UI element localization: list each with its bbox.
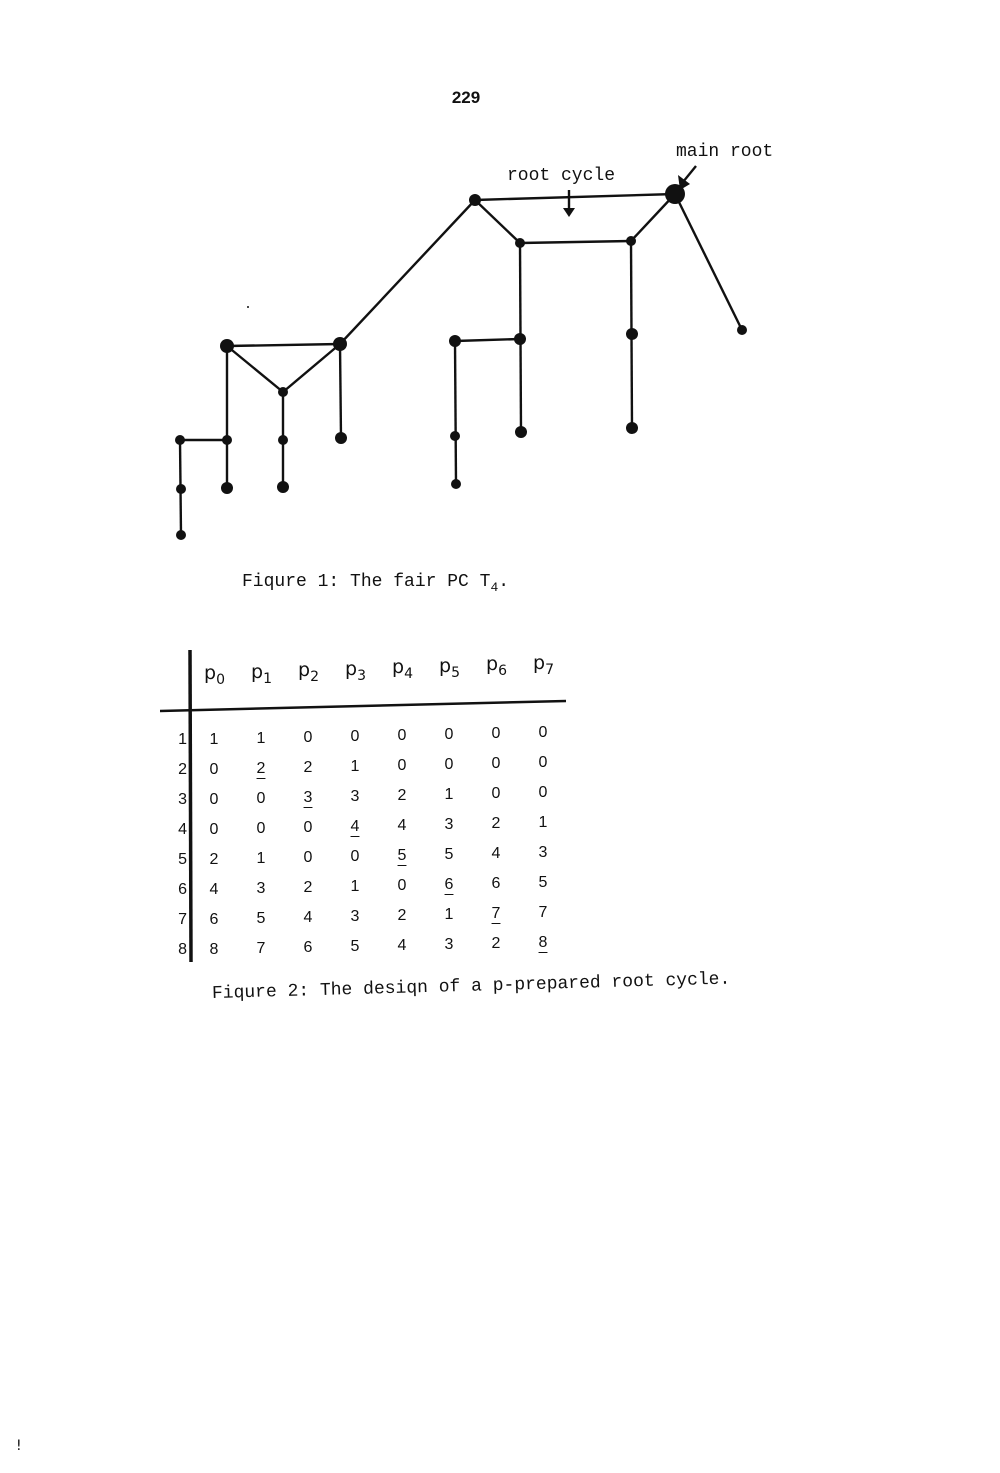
edge — [283, 344, 340, 392]
table-cell: 0 — [538, 724, 548, 741]
edge — [340, 200, 475, 344]
column-header — [392, 656, 413, 682]
table-cell: 5 — [397, 847, 407, 864]
row-label: 8 — [178, 941, 187, 958]
table-cell: 0 — [209, 821, 219, 838]
table-cell: 1 — [538, 814, 548, 831]
table-cell: 1 — [209, 731, 219, 748]
table-cell: 1 — [256, 730, 266, 747]
edge — [475, 200, 520, 243]
node — [277, 481, 289, 493]
node — [451, 479, 461, 489]
table-horizontal-rule — [160, 701, 566, 711]
table-cell: 2 — [303, 879, 313, 896]
table-cell: 2 — [491, 935, 501, 952]
table-cell: 0 — [303, 819, 313, 836]
table-cell: 3 — [303, 789, 313, 806]
table-cell: 0 — [303, 849, 313, 866]
node — [469, 194, 481, 206]
table-cell: 1 — [444, 786, 454, 803]
node — [626, 422, 638, 434]
edge — [340, 344, 341, 438]
figure-2-caption: Fiqure 2: The desiqn of a p-prepared root cycle. — [211, 969, 731, 1004]
figure-2-table — [160, 650, 580, 970]
node — [626, 328, 638, 340]
table-cell: 0 — [256, 820, 266, 837]
column-header-base: p — [439, 654, 452, 677]
root-cycle-label: root cycle — [507, 166, 616, 186]
table-cell: 2 — [397, 907, 407, 924]
table-cell: 1 — [350, 758, 360, 775]
main-root-label: main root — [676, 142, 774, 162]
row-label: 4 — [178, 821, 187, 838]
node — [176, 484, 186, 494]
column-header — [204, 662, 225, 688]
edge — [227, 344, 340, 346]
table-cell: 0 — [397, 727, 407, 744]
table-cell: 8 — [538, 934, 548, 951]
table-vertical-rule — [190, 650, 191, 962]
table-cell: 3 — [444, 816, 454, 833]
column-header-base: p — [251, 660, 264, 683]
caption-text: Fiqure 1: The fair PC T — [242, 572, 491, 592]
table-cell: 0 — [350, 848, 360, 865]
column-header-subscript: 1 — [263, 670, 272, 687]
table-cell: 2 — [303, 759, 313, 776]
table-cell: 0 — [209, 791, 219, 808]
figure-1-diagram — [0, 0, 1000, 560]
edge — [475, 194, 675, 200]
table-cell: 0 — [538, 754, 548, 771]
node — [626, 236, 636, 246]
table-cell: 8 — [209, 941, 219, 958]
table-cell: 0 — [491, 755, 501, 772]
column-header-subscript: 2 — [310, 669, 319, 685]
edge — [455, 339, 520, 341]
table-cell: 4 — [491, 845, 501, 862]
table-cell: 4 — [397, 817, 407, 834]
table-cell: 4 — [303, 909, 313, 926]
column-header — [486, 653, 507, 679]
table-cell: 2 — [209, 851, 219, 868]
column-header-subscript: 4 — [404, 666, 413, 682]
page-number: 229 — [451, 88, 481, 107]
node — [515, 238, 525, 248]
edge — [455, 341, 456, 484]
table-cell: 1 — [350, 878, 360, 895]
table-cell: 0 — [538, 784, 548, 801]
caption-subscript: 4 — [490, 580, 499, 595]
table-cell: 6 — [209, 911, 219, 928]
table-cell: 3 — [350, 788, 360, 805]
table-cell: 4 — [350, 818, 360, 835]
column-header — [298, 659, 319, 685]
table-cell: 2 — [491, 815, 501, 832]
table-cell: 3 — [538, 844, 548, 861]
table-cell: 5 — [256, 910, 266, 927]
table-cell: 0 — [397, 757, 407, 774]
column-header-base: p — [345, 657, 358, 680]
node — [450, 431, 460, 441]
figure-1-caption — [242, 572, 509, 595]
node — [333, 337, 347, 351]
speck — [247, 306, 249, 308]
table-cell: 0 — [491, 785, 501, 802]
stray-mark: ! — [16, 1438, 22, 1454]
node — [449, 335, 461, 347]
edge — [520, 241, 631, 243]
node — [515, 426, 527, 438]
node — [222, 435, 232, 445]
table-cell: 0 — [350, 728, 360, 745]
table-cell: 0 — [444, 756, 454, 773]
table-cell: 7 — [256, 940, 266, 957]
fair-pc-tree — [0, 0, 1000, 560]
column-header-subscript: 6 — [498, 663, 507, 679]
table-cell: 4 — [209, 881, 219, 898]
edge — [683, 166, 696, 182]
column-header — [439, 655, 460, 681]
node — [514, 333, 526, 345]
table-cell: 7 — [491, 905, 501, 922]
row-label: 3 — [178, 791, 187, 808]
node — [220, 339, 234, 353]
table-cell: 6 — [491, 875, 501, 892]
node — [175, 435, 185, 445]
row-label: 6 — [178, 881, 187, 898]
table-cell: 0 — [444, 726, 454, 743]
row-label: 2 — [178, 761, 187, 778]
edge — [227, 346, 283, 392]
table-cell: 1 — [256, 850, 266, 867]
node — [278, 435, 288, 445]
table-cell: 7 — [538, 904, 548, 921]
table-cell: 6 — [303, 939, 313, 956]
column-header-subscript: 3 — [357, 667, 366, 684]
table-cell: 0 — [209, 761, 219, 778]
row-label: 5 — [178, 851, 187, 868]
caption-period: . — [498, 572, 510, 592]
column-header — [345, 658, 366, 684]
column-header-base: p — [486, 653, 499, 675]
table-cell: 2 — [256, 760, 266, 777]
table-cell: 6 — [444, 876, 454, 893]
column-header-base: p — [533, 651, 546, 674]
table-cell: 5 — [444, 846, 454, 863]
table-cell: 5 — [538, 874, 548, 891]
tree-nodes — [175, 175, 747, 540]
node — [737, 325, 747, 335]
table-cell: 3 — [350, 908, 360, 925]
table-cell: 1 — [444, 906, 454, 923]
column-header-base: p — [298, 659, 311, 681]
table-cell: 0 — [303, 729, 313, 746]
table-cell: 3 — [256, 880, 266, 897]
row-label: 7 — [178, 911, 187, 928]
root-cycle-arrowhead — [563, 208, 575, 217]
table-cell: 2 — [397, 787, 407, 804]
table-cell: 0 — [491, 725, 501, 742]
table-cell: 3 — [444, 936, 454, 953]
column-header — [533, 652, 554, 678]
table-cell: 0 — [397, 877, 407, 894]
column-header — [251, 661, 272, 687]
table-cell: 0 — [256, 790, 266, 807]
column-header-base: p — [392, 656, 405, 678]
node — [335, 432, 347, 444]
edge — [675, 194, 742, 330]
row-label: 1 — [178, 731, 187, 748]
node — [278, 387, 288, 397]
column-header-subscript: 5 — [451, 664, 460, 681]
node — [221, 482, 233, 494]
tree-edges — [180, 166, 742, 535]
node — [176, 530, 186, 540]
column-header-base: p — [204, 662, 217, 684]
table-cell: 4 — [397, 937, 407, 954]
column-header-subscript: 0 — [216, 672, 225, 688]
column-header-subscript: 7 — [545, 661, 554, 678]
table-cell: 5 — [350, 938, 360, 955]
